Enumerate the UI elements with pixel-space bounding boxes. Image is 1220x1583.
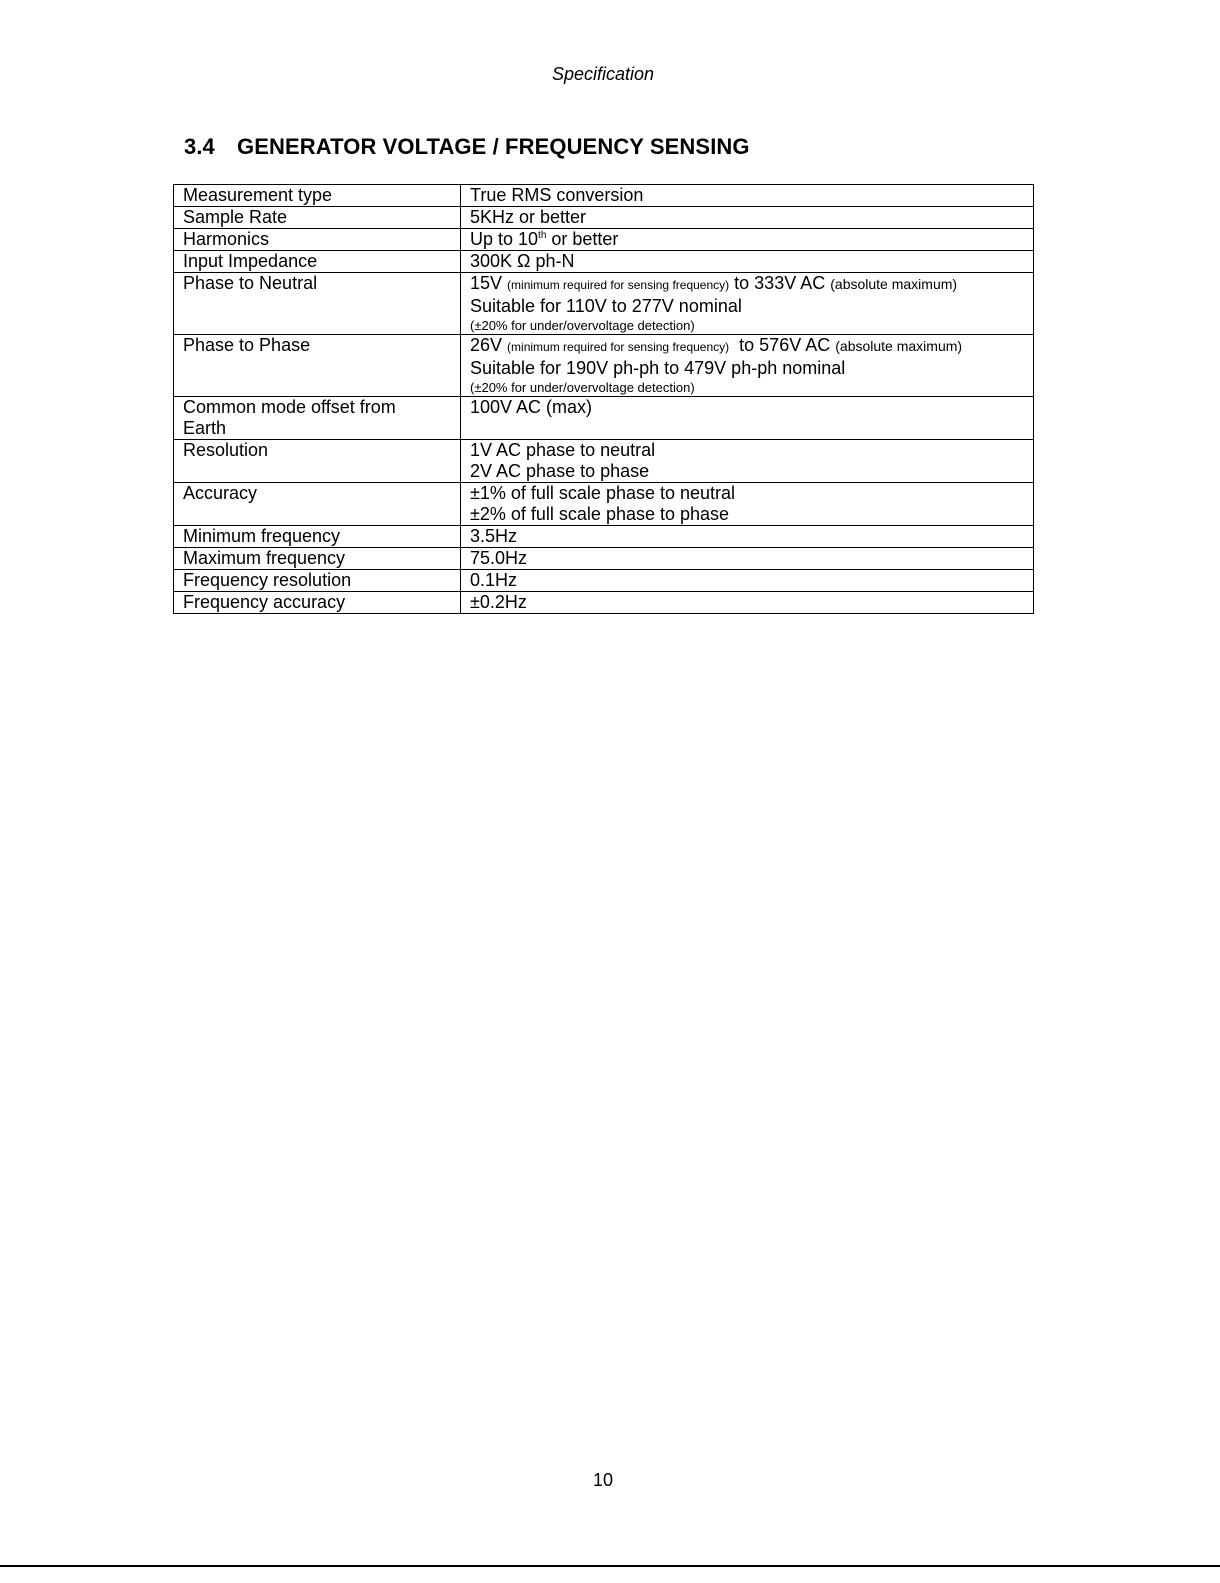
spec-value: [461, 229, 1034, 251]
spec-value: 3.5Hz: [461, 526, 1034, 548]
table-row: [174, 526, 1034, 548]
spec-value: 300K Ω ph-N: [461, 251, 1034, 273]
spec-value: ±0.2Hz: [461, 592, 1034, 614]
spec-value: True RMS conversion: [461, 185, 1034, 207]
page-number: 10: [592, 1470, 614, 1490]
spec-label: Input Impedance: [174, 251, 461, 273]
spec-value: [461, 483, 1034, 526]
section-number: 3.4: [184, 134, 215, 159]
running-header: Specification: [551, 64, 655, 84]
min-voltage-note: (minimum required for sensing frequency): [507, 340, 730, 354]
spec-value-line: 1V AC phase to neutral: [470, 440, 656, 460]
table-row: [174, 229, 1034, 251]
nominal-line: Suitable for 190V ph-ph to 479V ph-ph nominal: [470, 358, 846, 378]
nominal-line: Suitable for 110V to 277V nominal: [470, 296, 742, 316]
voltage-range-line: [470, 273, 1024, 296]
spec-label: Accuracy: [174, 483, 461, 526]
spec-label: Resolution: [174, 440, 461, 483]
table-row: [174, 273, 1034, 335]
spec-value: 100V AC (max): [461, 397, 1034, 440]
spec-label: Phase to Phase: [174, 335, 461, 397]
detection-note: (±20% for under/overvoltage detection): [470, 318, 695, 333]
max-voltage-note: (absolute maximum): [835, 338, 963, 354]
table-row: [174, 207, 1034, 229]
spec-label: Minimum frequency: [174, 526, 461, 548]
harmonics-suffix: or better: [546, 229, 619, 249]
bottom-divider: [0, 1565, 1220, 1567]
table-row: [174, 440, 1034, 483]
spec-label: Frequency resolution: [174, 570, 461, 592]
table-row: [174, 251, 1034, 273]
min-voltage-note: (minimum required for sensing frequency): [507, 278, 730, 292]
spec-label: Measurement type: [174, 185, 461, 207]
spec-label: [174, 397, 461, 440]
spec-value: [461, 440, 1034, 483]
spec-label: Maximum frequency: [174, 548, 461, 570]
section-heading: [184, 134, 750, 160]
voltage-range-line: [470, 335, 1024, 358]
table-row: [174, 570, 1034, 592]
spec-value: 75.0Hz: [461, 548, 1034, 570]
max-voltage-note: (absolute maximum): [830, 276, 958, 292]
max-voltage: to 333V AC: [734, 273, 826, 293]
detection-note: (±20% for under/overvoltage detection): [470, 380, 695, 395]
spec-value: [461, 273, 1034, 335]
table-row: [174, 483, 1034, 526]
spec-value-line: ±1% of full scale phase to neutral: [470, 483, 736, 503]
table-row: [174, 592, 1034, 614]
table-row: [174, 548, 1034, 570]
spec-label: Phase to Neutral: [174, 273, 461, 335]
spec-table: [173, 184, 1034, 614]
spec-value-line: 2V AC phase to phase: [470, 461, 650, 481]
spec-label: Frequency accuracy: [174, 592, 461, 614]
table-row: [174, 397, 1034, 440]
spec-label-line: Common mode offset from: [183, 397, 396, 417]
spec-label: Sample Rate: [174, 207, 461, 229]
harmonics-prefix: Up to 10: [470, 229, 539, 249]
spec-value: 0.1Hz: [461, 570, 1034, 592]
min-voltage: 26V: [470, 335, 503, 355]
spec-label-line: Earth: [183, 418, 227, 438]
spec-label: Harmonics: [174, 229, 461, 251]
max-voltage: to 576V AC: [739, 335, 831, 355]
table-row: [174, 335, 1034, 397]
spec-value: [461, 335, 1034, 397]
spec-value: 5KHz or better: [461, 207, 1034, 229]
min-voltage: 15V: [470, 273, 503, 293]
spec-value-line: ±2% of full scale phase to phase: [470, 504, 730, 524]
table-row: [174, 185, 1034, 207]
ordinal-superscript: th: [538, 230, 547, 241]
section-title: GENERATOR VOLTAGE / FREQUENCY SENSING: [237, 134, 750, 159]
